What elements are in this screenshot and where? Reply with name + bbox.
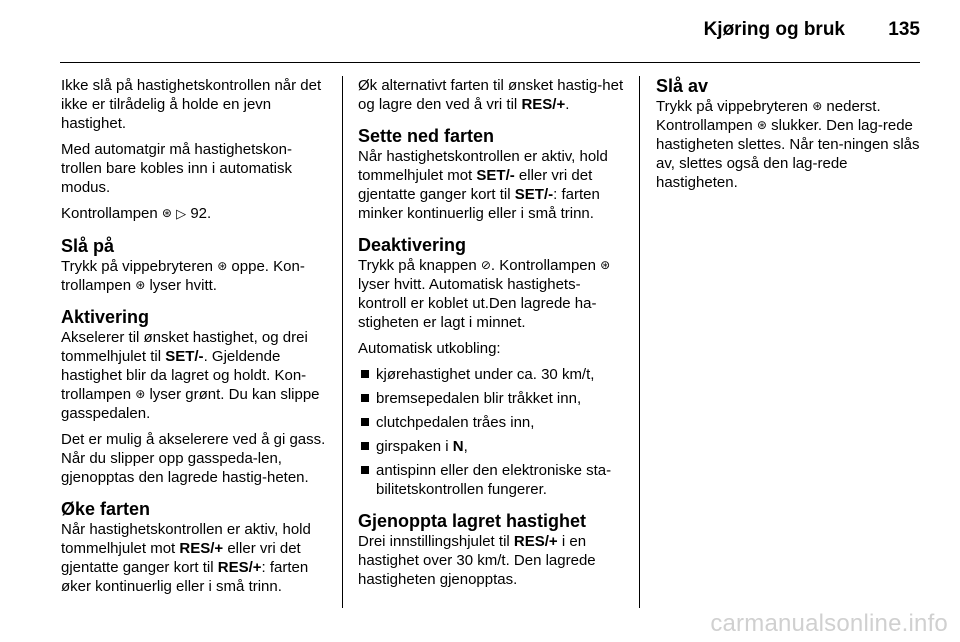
section-title: Kjøring og bruk [703,19,845,40]
list-item: girspaken i N, [358,437,626,456]
control-label: SET/- [165,348,204,365]
column-divider [342,76,343,608]
auto-disengage-list [358,365,626,499]
control-label: SET/- [476,167,515,184]
paragraph: Trykk på vippebryteren ⊛ nederst. Kontrollampen ⊛ slukker. Den lag-rede hastigheten slettes. Når ten-ningen slås av, slettes også den lag-rede hastigheten. [656,98,920,191]
cruise-control-indicator-icon: ⊛ [756,118,767,132]
column-3 [656,76,924,199]
control-label: RES/+ [513,533,558,550]
heading-sla-av: Slå av [656,76,709,96]
paragraph: Når hastighetskontrollen er aktiv, hold tommelhjulet mot SET/- eller vri det gjentatte ganger kort til SET/-: farten minker kontinuerlig eller i små trinn. [358,148,608,222]
page-reference: 92. [190,205,212,222]
paragraph: Automatisk utkobling: [358,340,501,357]
heading-gjenoppta: Gjenoppta lagret hastighet [358,511,587,531]
cruise-control-indicator-icon: ⊛ [217,259,228,273]
paragraph: Ikke slå på hastighetskontrollen når det ikke er tilrådelig å holde en jevn hastighet. [61,77,322,132]
cruise-control-off-button-icon: ⊘ [480,258,491,272]
column-2 [358,76,626,596]
list-item: clutchpedalen tråes inn, [358,413,626,432]
paragraph: Det er mulig å akselerere ved å gi gass. Når du slipper opp gasspeda-len, gjenopptas den lagrede hastig-heten. [61,431,326,486]
paragraph: Med automatgir må hastighetskon-trollen bare kobles inn i automatisk modus. [61,141,292,196]
heading-aktivering: Aktivering [61,307,150,327]
paragraph: Når hastighetskontrollen er aktiv, hold tommelhjulet mot RES/+ eller vri det gjentatte ganger kort til RES/+: farten øker kontinuerlig eller i små trinn. [61,521,311,595]
page-header [60,0,920,63]
column-1 [61,76,329,603]
paragraph: Trykk på knappen ⊘. Kontrollampen ⊛ lyser hvitt. Automatisk hastighets-kontroll er koblet ut.Den lagrede ha-stigheten er lagt i minnet. [358,257,611,331]
list-item: bremsepedalen blir tråkket inn, [358,389,626,408]
heading-deaktivering: Deaktivering [358,235,467,255]
cruise-control-indicator-icon: ⊛ [135,387,146,401]
cruise-control-indicator-icon: ⊛ [600,258,611,272]
paragraph: Kontrollampen ⊛ ▷ 92. [61,205,212,222]
heading-sla-pa: Slå på [61,236,115,256]
paragraph: Trykk på vippebryteren ⊛ oppe. Kon-trollampen ⊛ lyser hvitt. [61,258,305,294]
triangle-reference-icon: ▷ [176,207,187,222]
paragraph: Akselerer til ønsket hastighet, og drei tommelhjulet til SET/-. Gjeldende hastighet blir da lagret og holdt. Kon-trollampen ⊛ lyser grønt. Du kan slippe gasspedalen. [61,329,320,422]
list-item: kjørehastighet under ca. 30 km/t, [358,365,626,384]
control-label: RES/+ [521,96,566,113]
cruise-control-indicator-icon: ⊛ [161,206,172,220]
cruise-control-indicator-icon: ⊛ [812,99,823,113]
control-label: RES/+ [179,540,224,557]
page-number: 135 [888,19,920,40]
control-label: SET/- [514,186,554,203]
gear-label: N [452,438,464,455]
heading-oke-farten: Øke farten [61,499,151,519]
paragraph: Drei innstillingshjulet til RES/+ i en hastighet over 30 km/t. Den lagrede hastigheten gjenopptas. [358,533,596,588]
cruise-control-indicator-icon: ⊛ [135,278,146,292]
paragraph: Øk alternativt farten til ønsket hastig-het og lagre den ved å vri til RES/+. [358,77,624,113]
heading-sette-ned-farten: Sette ned farten [358,126,495,146]
list-item: antispinn eller den elektroniske sta-bilitetskontrollen fungerer. [358,461,626,499]
column-divider [639,76,640,608]
control-label: RES/+ [217,559,262,576]
watermark: carmanualsonline.info [710,610,948,637]
